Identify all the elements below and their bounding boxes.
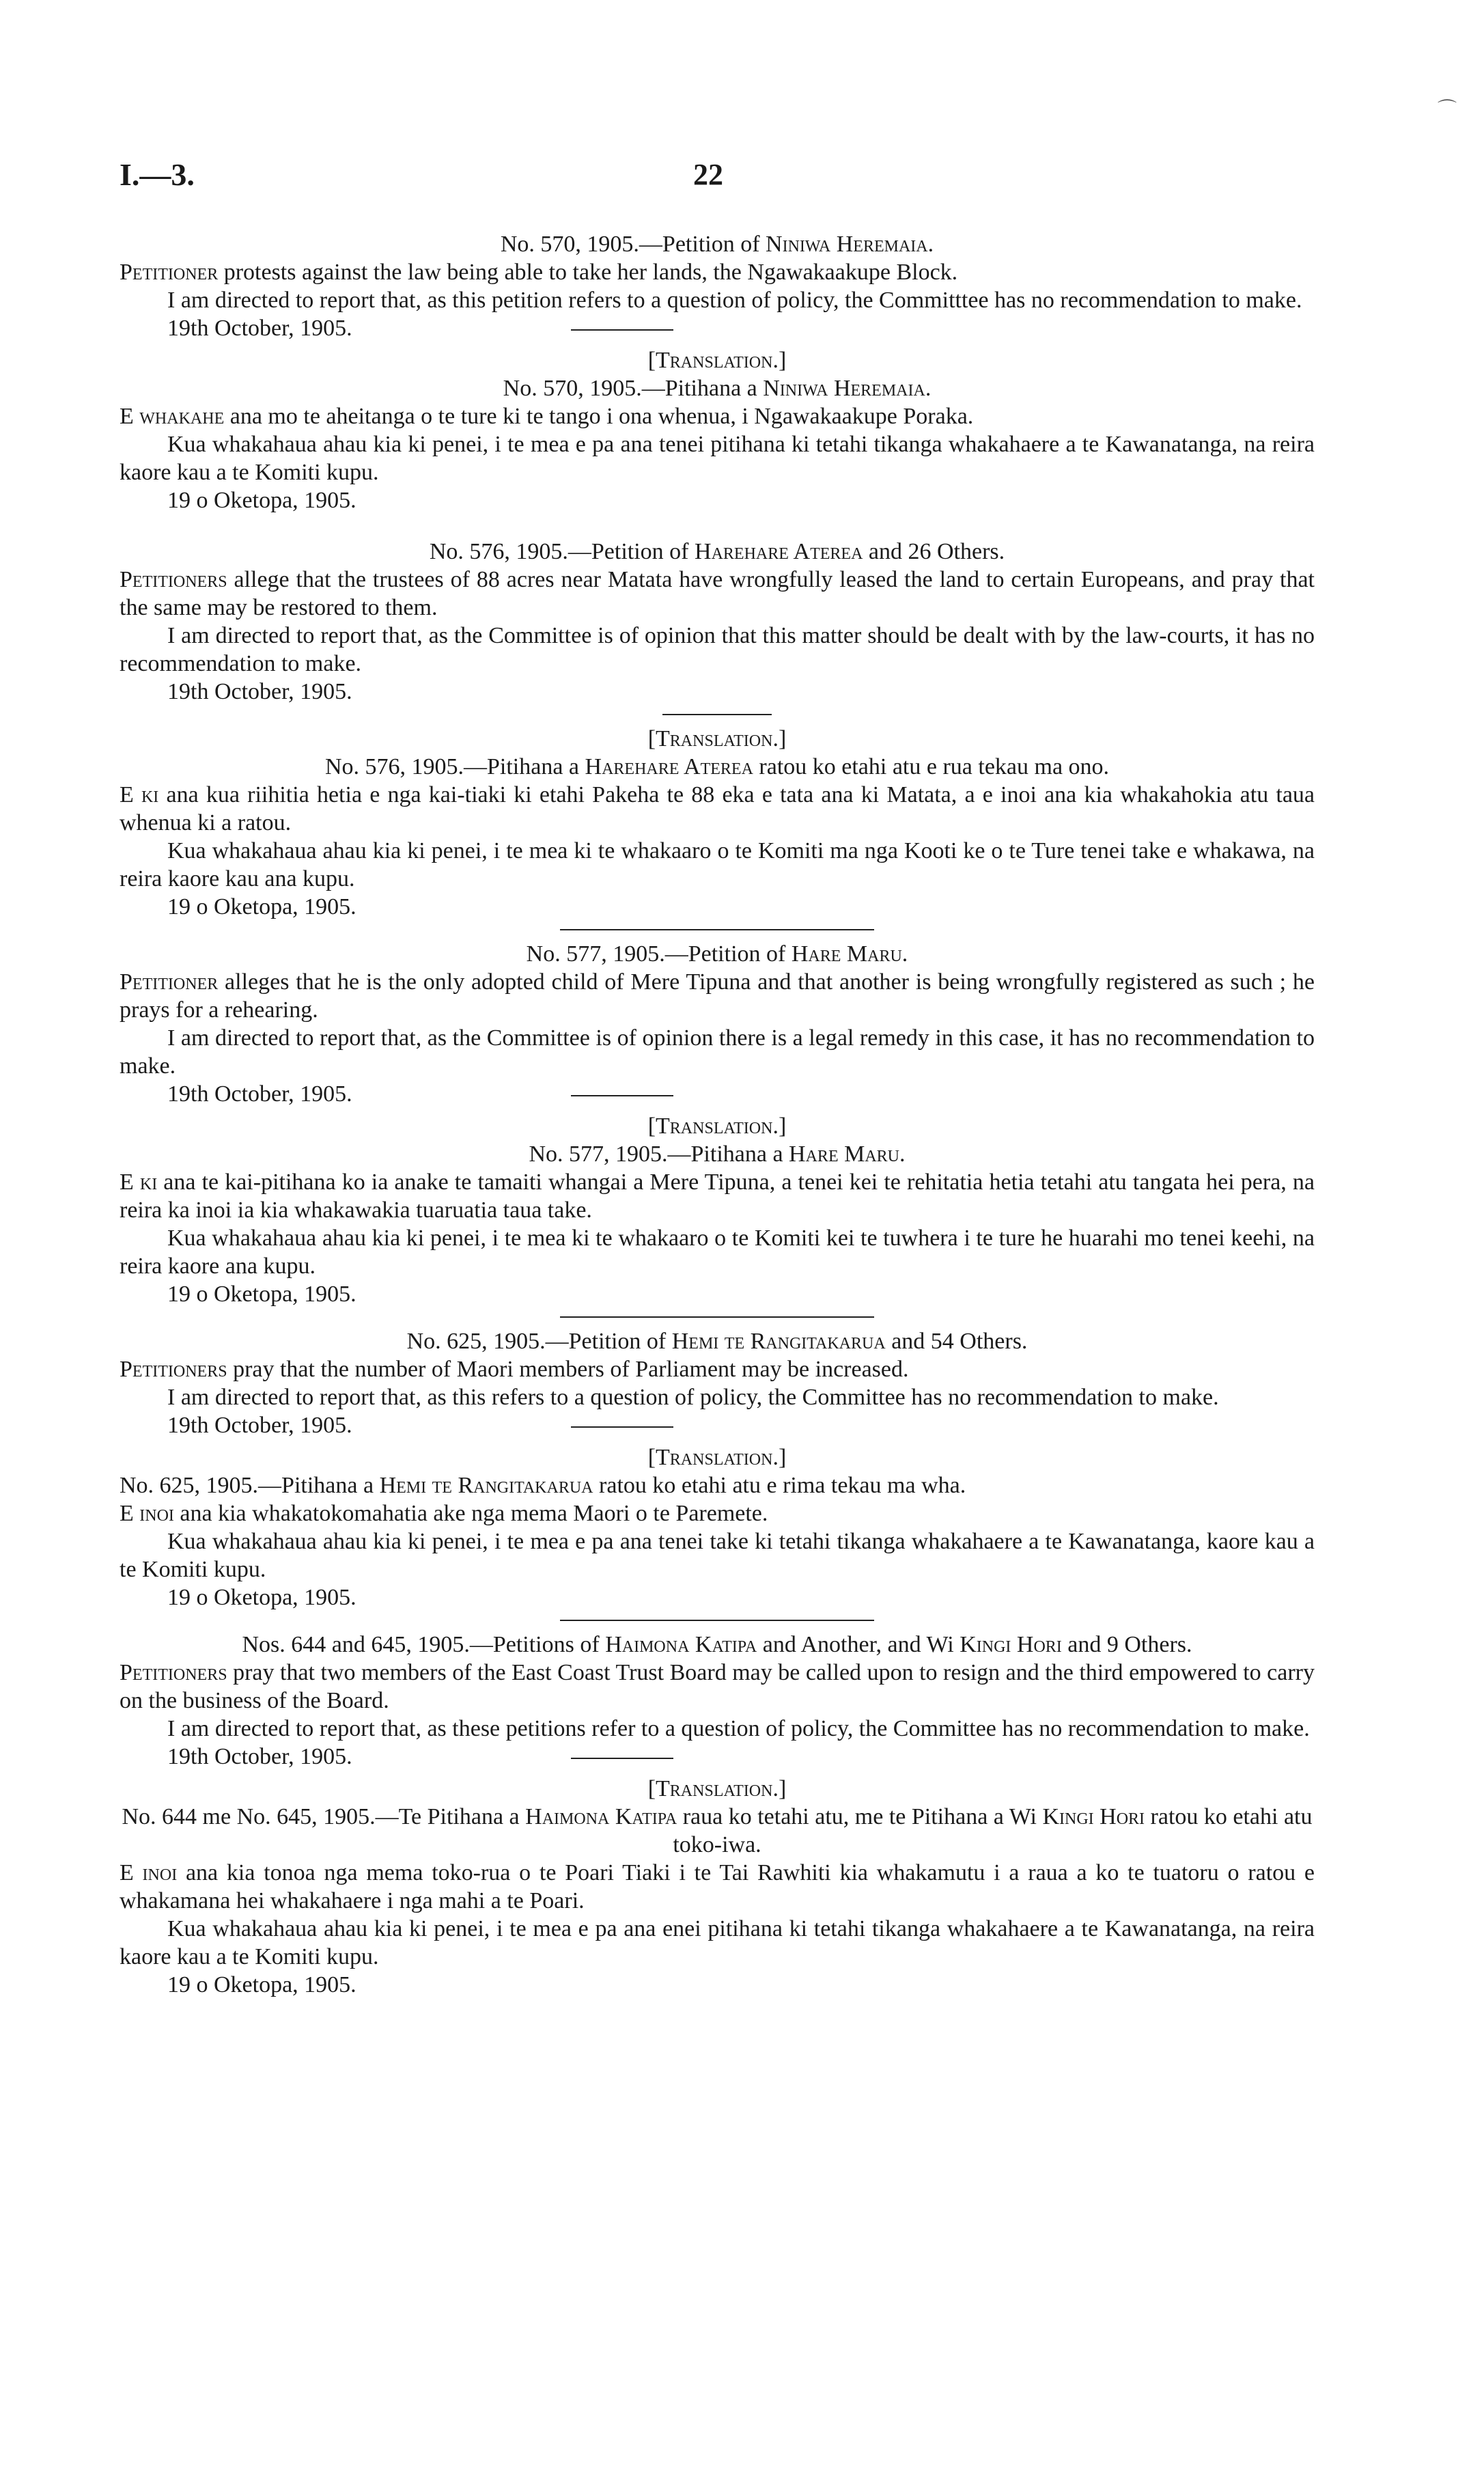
- divider: [571, 1095, 673, 1096]
- translation-644-645: [120, 1775, 1315, 1999]
- page-reference: I.—3.: [120, 157, 195, 192]
- report-date: 19th October, 1905.: [167, 679, 352, 704]
- petition-title: No. 625, 1905.—Petition of Hemi te Rangitakarua and 54 Others.: [406, 1329, 1028, 1354]
- committee-report: I am directed to report that, as these petitions refer to a question of policy, the Committee has no recommendation to make.: [167, 1716, 1310, 1741]
- divider: [560, 1620, 874, 1621]
- translation-date: 19 o Oketopa, 1905.: [167, 488, 356, 513]
- petition-summary: Petitioner protests against the law being able to take her lands, the Ngawakaakupe Block.: [120, 260, 958, 285]
- translation-report: Kua whakahaua ahau kia ki penei, i te mea ki te whakaaro o te Komiti kei te tuwhera i te ture he huarahi mo tenei keehi, na reira kaore ana kupu.: [120, 1226, 1315, 1279]
- translation-577: [120, 1112, 1315, 1318]
- report-date: 19th October, 1905.: [120, 1743, 1315, 1771]
- petition-576: [120, 538, 1315, 715]
- translation-title: No. 570, 1905.—Pitihana a Niniwa Heremaia.: [503, 376, 932, 401]
- committee-report: I am directed to report that, as this petition refers to a question of policy, the Committtee has no recommendation to make.: [167, 288, 1302, 313]
- translation-date: 19 o Oketopa, 1905.: [167, 1585, 356, 1610]
- petition-title: Nos. 644 and 645, 1905.—Petitions of Haimona Katipa and Another, and Wi Kingi Hori and 9 Others.: [242, 1632, 1192, 1657]
- divider: [571, 1426, 673, 1428]
- translation-report: Kua whakahaua ahau kia ki penei, i te mea ki te whakaaro o te Komiti ma nga Kooti ke o te Ture tenei take e whakawa, na reira kaore kau ana kupu.: [120, 838, 1315, 891]
- translation-heading: [Translation.]: [647, 1113, 787, 1139]
- committee-report: I am directed to report that, as this refers to a question of policy, the Committee has no recommendation to make.: [167, 1385, 1219, 1410]
- petition-summary: Petitioners pray that two members of the East Coast Trust Board may be called upon to resign and the third empowered to carry on the business of the Board.: [120, 1660, 1315, 1713]
- petition-577: [120, 940, 1315, 1108]
- petition-summary: Petitioner alleges that he is the only adopted child of Mere Tipuna and that another is being wrongfully registered as such ; he prays for a rehearing.: [120, 969, 1315, 1023]
- petition-570: [120, 230, 1315, 342]
- translation-heading: [Translation.]: [647, 1445, 787, 1470]
- petition-644-645: [120, 1631, 1315, 1771]
- divider: [560, 1316, 874, 1318]
- translation-570: [120, 346, 1315, 514]
- report-date: 19th October, 1905.: [120, 1411, 1315, 1439]
- translation-625: [120, 1443, 1315, 1621]
- translation-summary: E inoi ana kia whakatokomahatia ake nga mema Maori o te Paremete.: [120, 1501, 768, 1526]
- divider: [571, 329, 673, 331]
- translation-report: Kua whakahaua ahau kia ki penei, i te mea e pa ana enei pitihana ki tetahi tikanga whakahaere a te Kawanatanga, na reira kaore kau a te Komiti kupu.: [120, 1916, 1315, 1969]
- petition-625: [120, 1327, 1315, 1439]
- petition-summary: Petitioners allege that the trustees of 88 acres near Matata have wrongfully leased the land to certain Europeans, and pray that the same may be restored to them.: [120, 567, 1315, 620]
- translation-date: 19 o Oketopa, 1905.: [167, 1282, 356, 1307]
- translation-report: Kua whakahaua ahau kia ki penei, i te mea e pa ana tenei take ki tetahi tikanga whakahaere a te Kawanatanga, kaore kau a te Komiti kupu.: [120, 1529, 1315, 1582]
- petition-summary: Petitioners pray that the number of Maori members of Parliament may be increased.: [120, 1357, 909, 1382]
- translation-date: 19 o Oketopa, 1905.: [167, 1972, 356, 1997]
- translation-report: Kua whakahaua ahau kia ki penei, i te mea e pa ana tenei pitihana ki tetahi tikanga whakahaere a te Kawanatanga, na reira kaore kau a te Komiti kupu.: [120, 432, 1315, 485]
- translation-summary: E inoi ana kia tonoa nga mema toko-rua o te Poari Tiaki i te Tai Rawhiti kia whakamutu i a raua a ko te tuatoru o ratou e whakamana hei whakahaere i nga mahi a te Poari.: [120, 1860, 1315, 1913]
- page-number: 22: [693, 158, 723, 191]
- translation-summary: E whakahe ana mo te aheitanga o te ture ki te tango i ona whenua, i Ngawakaakupe Poraka.: [120, 404, 974, 429]
- document-body: [120, 230, 1315, 2022]
- translation-summary: E ki ana kua riihitia hetia e nga kai-tiaki ki etahi Pakeha te 88 eka e tata ana ki Matata, a e inoi ana kia whakahokia atu taua whenua ki a ratou.: [120, 782, 1315, 835]
- divider: [662, 714, 772, 715]
- translation-title: No. 577, 1905.—Pitihana a Hare Maru.: [529, 1141, 906, 1167]
- translation-summary: E ki ana te kai-pitihana ko ia anake te tamaiti whangai a Mere Tipuna, a tenei kei te rehitatia hetia tetahi atu tangata hei pera, na reira ka inoi ia kia whakawakia tuaruatia taua take.: [120, 1170, 1315, 1223]
- petition-title: No. 570, 1905.—Petition of Niniwa Heremaia.: [500, 232, 934, 257]
- translation-title: No. 644 me No. 645, 1905.—Te Pitihana a Haimona Katipa raua ko tetahi atu, me te Pitihana a Wi Kingi Hori ratou ko etahi atu toko-iwa.: [122, 1804, 1313, 1857]
- translation-576: [120, 725, 1315, 930]
- divider: [560, 929, 874, 930]
- translation-heading: [Translation.]: [647, 1776, 787, 1801]
- report-date: 19th October, 1905.: [120, 1080, 1315, 1108]
- translation-heading: [Translation.]: [647, 348, 787, 373]
- committee-report: I am directed to report that, as the Committee is of opinion that this matter should be dealt with by the law-courts, it has no recommendation to make.: [120, 623, 1315, 676]
- translation-date: 19 o Oketopa, 1905.: [167, 894, 356, 919]
- translation-title: No. 625, 1905.—Pitihana a Hemi te Rangitakarua ratou ko etahi atu e rima tekau ma wha.: [120, 1473, 966, 1498]
- committee-report: I am directed to report that, as the Committee is of opinion there is a legal remedy in this case, it has no recommendation to make.: [120, 1025, 1315, 1079]
- petition-title: No. 576, 1905.—Petition of Harehare Aterea and 26 Others.: [429, 539, 1005, 564]
- petition-title: No. 577, 1905.—Petition of Hare Maru.: [526, 941, 908, 967]
- translation-title: No. 576, 1905.—Pitihana a Harehare Aterea ratou ko etahi atu e rua tekau ma ono.: [324, 754, 1110, 779]
- report-date: 19th October, 1905.: [120, 314, 1315, 342]
- divider: [571, 1758, 673, 1759]
- translation-heading: [Translation.]: [647, 726, 787, 751]
- page-header: [120, 157, 1362, 202]
- scan-mark: ⌒: [1438, 99, 1457, 120]
